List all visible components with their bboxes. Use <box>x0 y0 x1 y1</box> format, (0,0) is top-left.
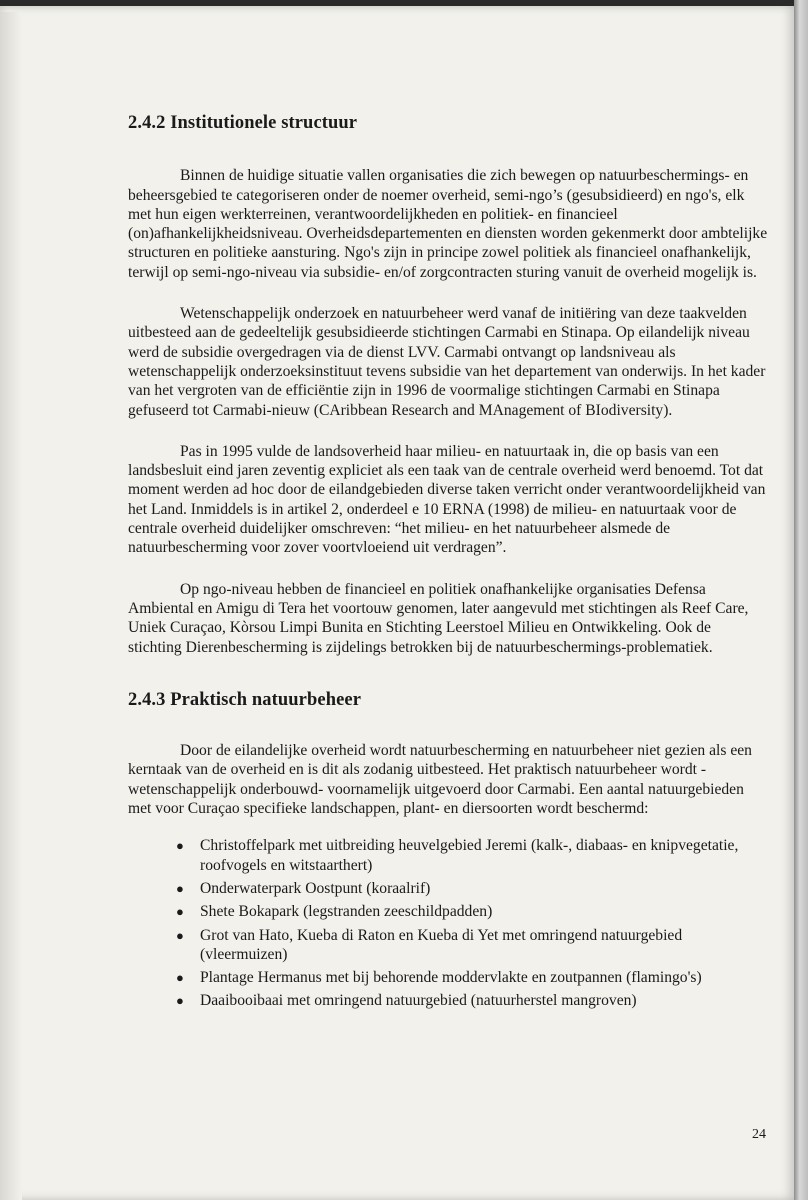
list-item: ● Christoffelpark met uitbreiding heuvelgebied Jeremi (kalk-, diabaas- en knipvegetatie, roofvogels en witstaarthert) <box>176 837 739 874</box>
page-content <box>128 114 768 1015</box>
bullet-icon: ● <box>176 993 184 1009</box>
bullet-icon: ● <box>176 970 184 986</box>
list-item: ● Shete Bokapark (legstranden zeeschildpadden) <box>176 903 493 921</box>
page-number: 24 <box>752 1127 766 1142</box>
paragraph: Op ngo-niveau hebben de financieel en politiek onafhankelijke organisaties Defensa Ambiental en Amigu di Tera het voortouw genomen, later aangevuld met stichtingen als Reef Care, Uniek Curaçao, Kòrsou Limpi Bunita en Stichting Leerstoel Milieu en Ontwikkeling. Ook de stichting Dierenbescherming is zijdelings betrokken bij de natuurbeschermings-problematiek. <box>128 580 749 656</box>
paragraph: Pas in 1995 vulde de landsoverheid haar milieu- en natuurtaak in, die op basis van een landsbesluit eind jaren zeventig expliciet als een taak van de centrale overheid werd benoemd. Tot dat moment werden ad hoc door de eilandgebieden diverse taken verricht onder verantwoordelijkheid van het Land. Inmiddels is in artikel 2, onderdeel e 10 ERNA (1998) de milieu- en natuurtaak voor de centrale overheid duidelijker omschreven: “het milieu- en het natuurbeheer alsmede de natuurbescherming voor zover voortvloeiend uit verdragen”. <box>128 442 766 557</box>
protected-areas-list <box>128 836 768 1010</box>
list-item: ● Daaibooibaai met omringend natuurgebied (natuurherstel mangroven) <box>176 992 637 1010</box>
section-heading-institutionele-structuur: 2.4.2 Institutionele structuur <box>128 113 358 133</box>
book-spine-edge <box>794 0 808 1200</box>
paragraph: Door de eilandelijke overheid wordt natuurbescherming en natuurbeheer niet gezien als een kerntaak van de overheid en is dit als zodanig uitbesteed. Het praktisch natuurbeheer wordt -wetenschappelijk onderbouwd- voornamelijk uitgevoerd door Carmabi. Een aantal natuurgebieden met voor Curaçao specifieke landschappen, plant- en diersoorten wordt beschermd: <box>128 742 752 818</box>
paragraph: Wetenschappelijk onderzoek en natuurbeheer werd vanaf de initiëring van deze taakvelden uitbesteed aan de gedeeltelijk gesubsidieerde stichtingen Carmabi en Stinapa. Op eilandelijk niveau werd de subsidie overgedragen via de dienst LVV. Carmabi ontvangt op landsniveau als wetenschappelijk onderzoeksinstituut tevens subsidie van het departement van onderwijs. In het kader van het vergroten van de efficiëntie zijn in 1996 de voormalige stichtingen Carmabi en Stinapa gefuseerd tot Carmabi-nieuw (CAribbean Research and MAnagement of BIodiversity). <box>128 305 766 419</box>
bullet-icon: ● <box>176 927 184 943</box>
list-item: ● Grot van Hato, Kueba di Raton en Kueba di Yet met omringend natuurgebied (vleermuizen) <box>176 926 683 963</box>
bullet-icon: ● <box>176 838 184 854</box>
bullet-icon: ● <box>176 904 184 920</box>
page-binding-edge <box>0 12 22 1200</box>
document-page <box>0 6 796 1200</box>
section-heading-praktisch-natuurbeheer: 2.4.3 Praktisch natuurbeheer <box>128 689 362 710</box>
list-item: ● Plantage Hermanus met bij behorende moddervlakte en zoutpannen (flamingo's) <box>176 969 702 987</box>
bullet-icon: ● <box>176 880 184 896</box>
paragraph: Binnen de huidige situatie vallen organisaties die zich bewegen op natuurbeschermings- en beheersgebied te categoriseren onder de noemer overheid, semi-ngo’s (gesubsidieerd) en ngo's, elk met hun eigen werkterreinen, verantwoordelijkheden en politiek- en financieel (on)afhankelijkheidsniveau. Overheidsdepartementen en diensten worden gekenmerkt door ambtelijke structuren en politieke aansturing. Ngo's zijn in principe zowel politiek als financieel onafhankelijk, terwijl op semi-ngo-niveau via subsidie- en/of zorgcontracten sturing vanuit de overheid mogelijk is. <box>128 167 768 281</box>
list-item: ● Onderwaterpark Oostpunt (koraalrif) <box>176 879 431 897</box>
